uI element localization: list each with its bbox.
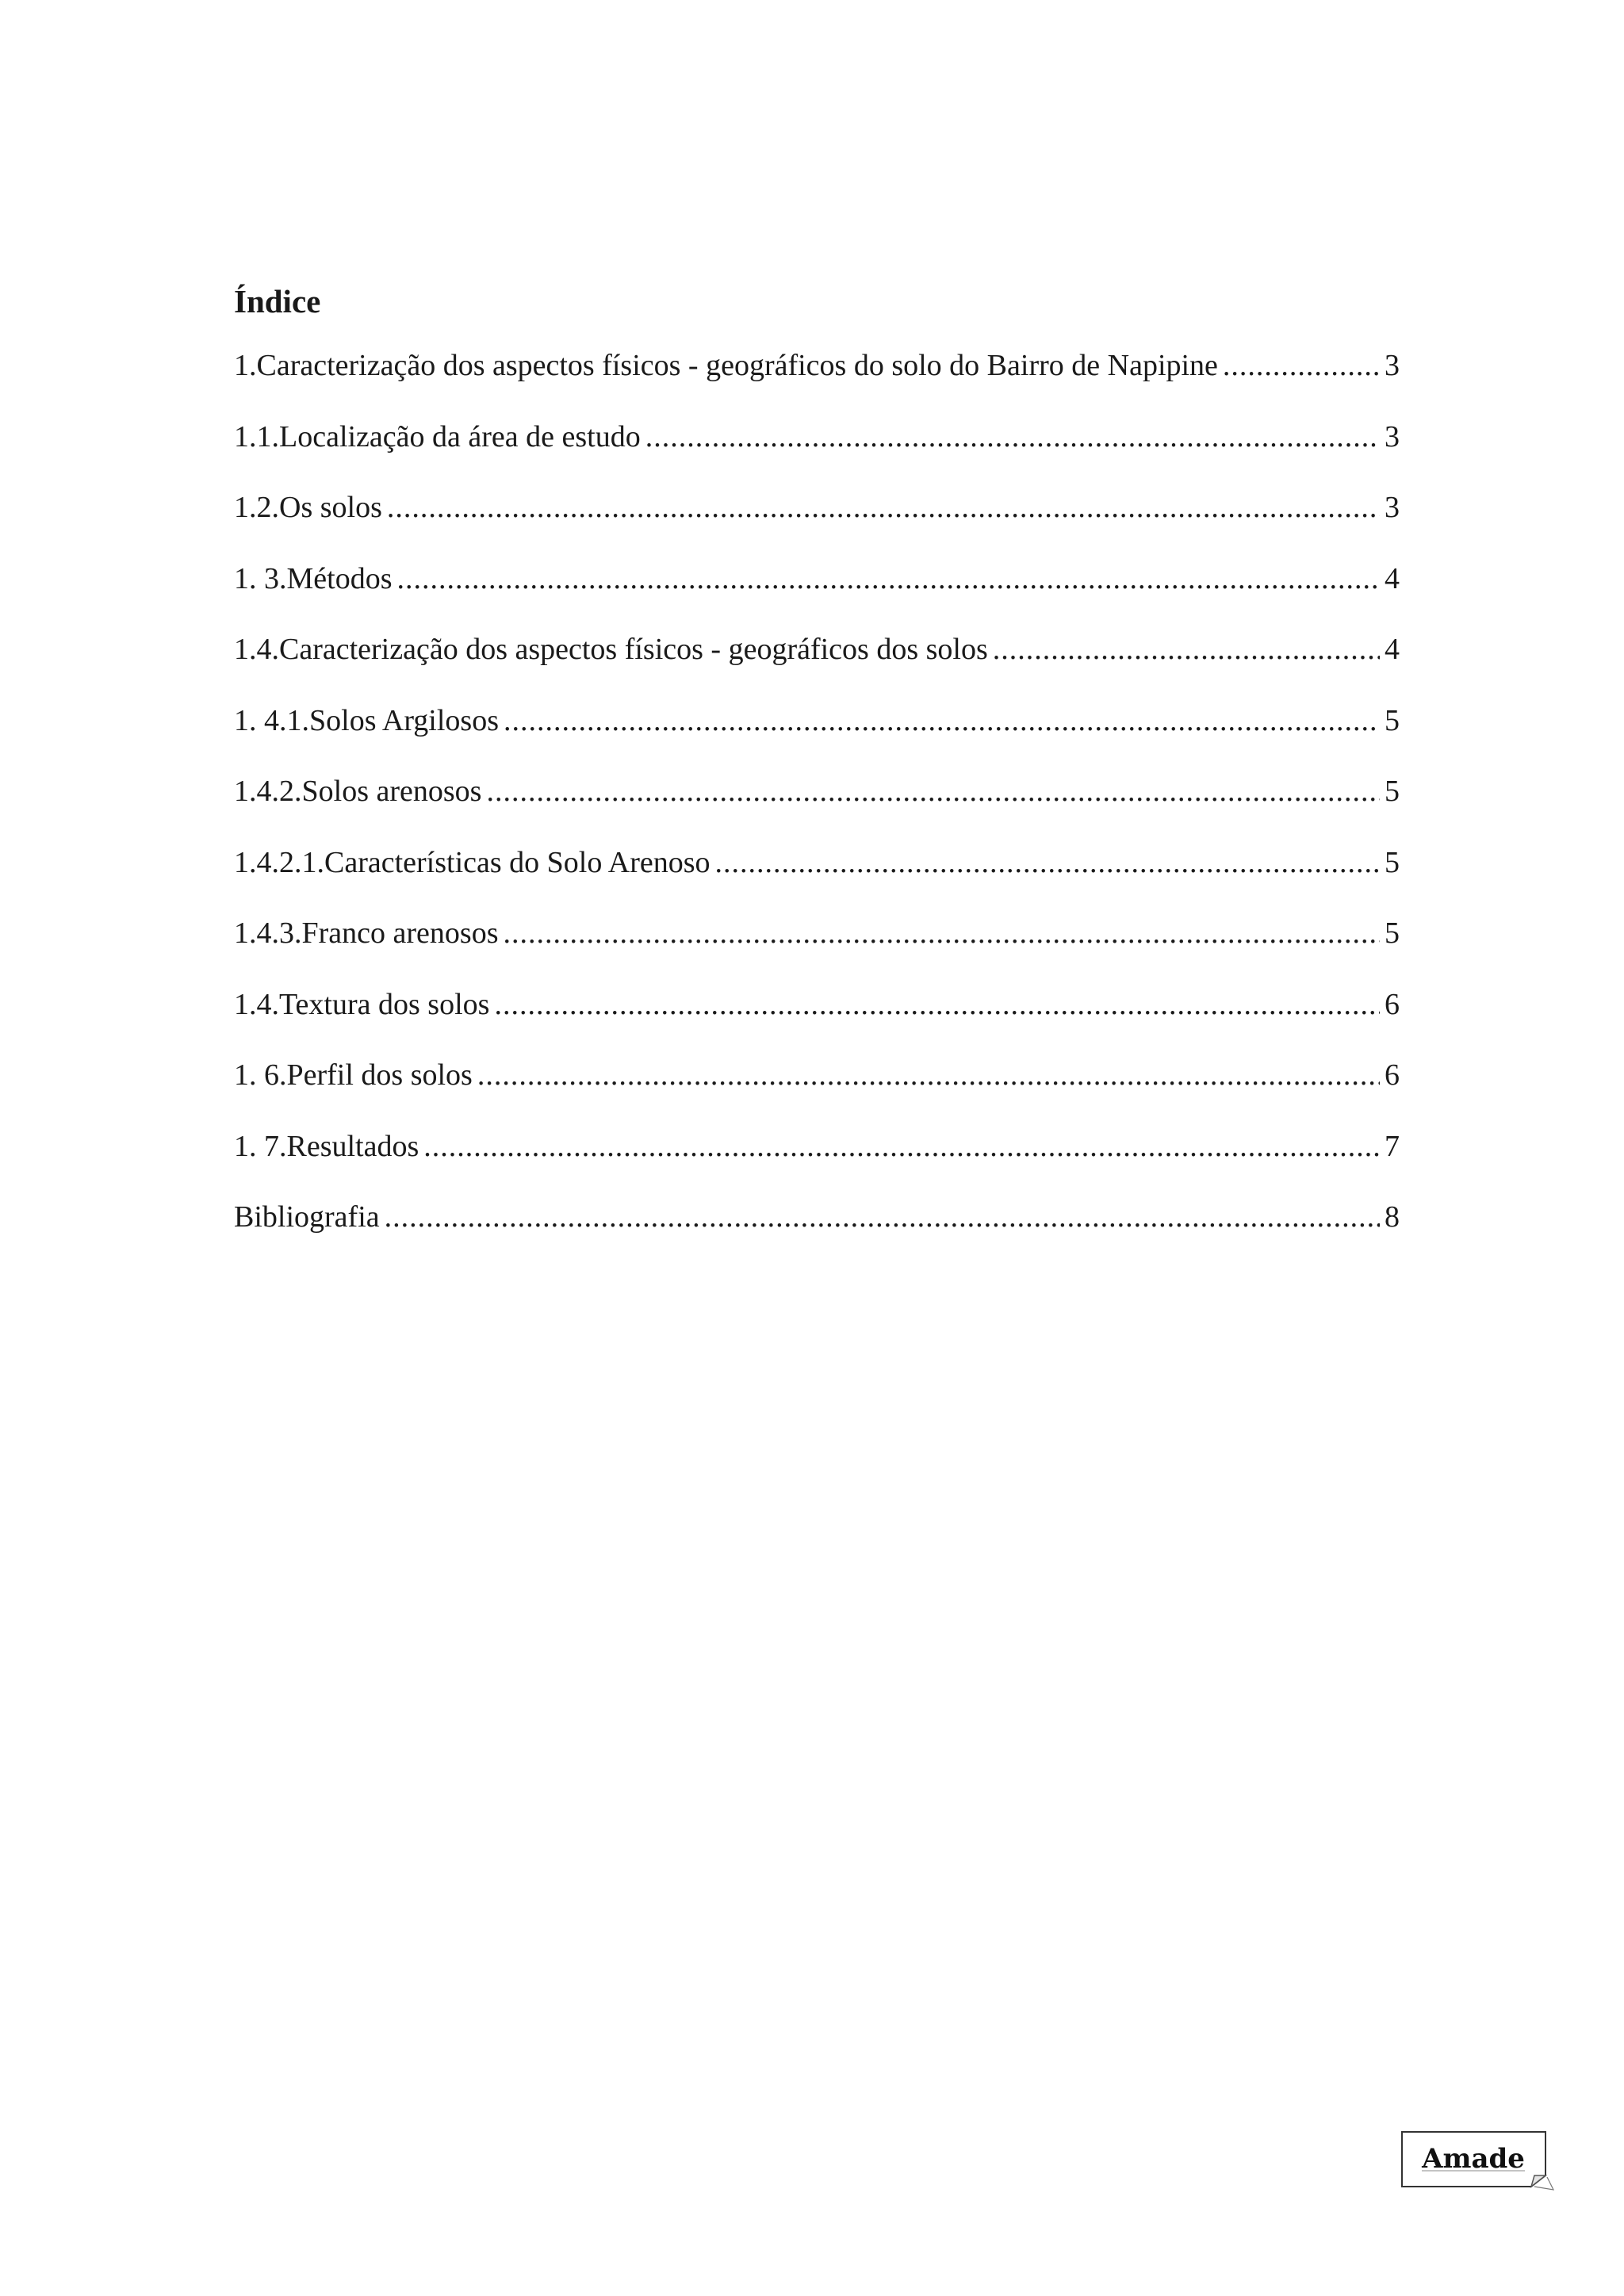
toc-entry[interactable] bbox=[234, 840, 1400, 912]
toc-entry-title: 1. 3.Métodos bbox=[234, 561, 393, 595]
toc-entry-page: 4 bbox=[1385, 561, 1400, 595]
toc-entry[interactable] bbox=[234, 1124, 1400, 1196]
toc-entry-page: 6 bbox=[1385, 1058, 1400, 1092]
toc-entry[interactable] bbox=[234, 415, 1400, 486]
toc-entry-title: 1. 7.Resultados bbox=[234, 1129, 419, 1163]
toc-entry[interactable] bbox=[234, 485, 1400, 557]
toc-dot-leader bbox=[477, 1053, 1380, 1097]
toc-entry-title: 1.4.Caracterização dos aspectos físicos - geográficos dos solos bbox=[234, 633, 988, 666]
toc-entry-title: 1. 4.1.Solos Argilosos bbox=[234, 703, 499, 737]
toc-entry-title: Bibliografia bbox=[234, 1200, 380, 1234]
toc-entry-title: 1.2.Os solos bbox=[234, 491, 382, 524]
toc-entry-page: 6 bbox=[1385, 987, 1400, 1021]
toc-dot-leader bbox=[486, 769, 1380, 813]
toc-entry[interactable] bbox=[234, 557, 1400, 628]
toc-entry-page: 8 bbox=[1385, 1200, 1400, 1234]
toc-dot-leader bbox=[503, 911, 1380, 955]
toc-entry[interactable] bbox=[234, 769, 1400, 840]
toc-dot-leader bbox=[494, 982, 1380, 1027]
toc-entry-title: 1.4.3.Franco arenosos bbox=[234, 916, 499, 950]
toc-entry-title: 1.4.2.Solos arenosos bbox=[234, 775, 482, 808]
toc-entry-page: 4 bbox=[1385, 633, 1400, 666]
logo-text: Amade bbox=[1422, 2143, 1525, 2175]
toc-entry-page: 7 bbox=[1385, 1129, 1400, 1163]
toc-title: Índice bbox=[234, 283, 321, 320]
toc-entry-title: 1.1.Localização da área de estudo bbox=[234, 419, 641, 453]
toc-entry[interactable] bbox=[234, 1053, 1400, 1124]
toc-entry-page: 5 bbox=[1385, 703, 1400, 737]
toc-entry-page: 5 bbox=[1385, 845, 1400, 879]
toc-entry-page: 3 bbox=[1385, 419, 1400, 453]
toc-dot-leader bbox=[645, 415, 1380, 459]
toc-entry[interactable] bbox=[234, 911, 1400, 982]
toc-entry[interactable] bbox=[234, 627, 1400, 698]
toc-list bbox=[234, 343, 1400, 1266]
toc-entry[interactable] bbox=[234, 982, 1400, 1054]
toc-entry-title: 1.4.2.1.Características do Solo Arenoso bbox=[234, 845, 710, 879]
table-of-contents bbox=[234, 274, 1400, 1266]
toc-entry[interactable] bbox=[234, 1195, 1400, 1266]
toc-dot-leader bbox=[385, 1195, 1380, 1239]
toc-dot-leader bbox=[397, 557, 1381, 601]
toc-entry[interactable] bbox=[234, 698, 1400, 770]
author-logo-stamp bbox=[1401, 2131, 1555, 2191]
toc-dot-leader bbox=[504, 698, 1380, 743]
toc-entry-page: 5 bbox=[1385, 916, 1400, 950]
toc-entry-page: 3 bbox=[1385, 349, 1400, 382]
toc-entry-page: 5 bbox=[1385, 775, 1400, 808]
toc-entry-title: 1. 6.Perfil dos solos bbox=[234, 1058, 473, 1092]
toc-dot-leader bbox=[387, 485, 1380, 530]
toc-dot-leader bbox=[993, 627, 1380, 672]
toc-dot-leader bbox=[423, 1124, 1380, 1169]
toc-entry-page: 3 bbox=[1385, 491, 1400, 524]
toc-entry-title: 1.Caracterização dos aspectos físicos - geográficos do solo do Bairro de Napipine bbox=[234, 349, 1218, 382]
toc-entry-title: 1.4.Textura dos solos bbox=[234, 987, 490, 1021]
toc-dot-leader bbox=[1223, 343, 1380, 388]
toc-dot-leader bbox=[715, 840, 1380, 885]
toc-entry[interactable] bbox=[234, 343, 1400, 415]
